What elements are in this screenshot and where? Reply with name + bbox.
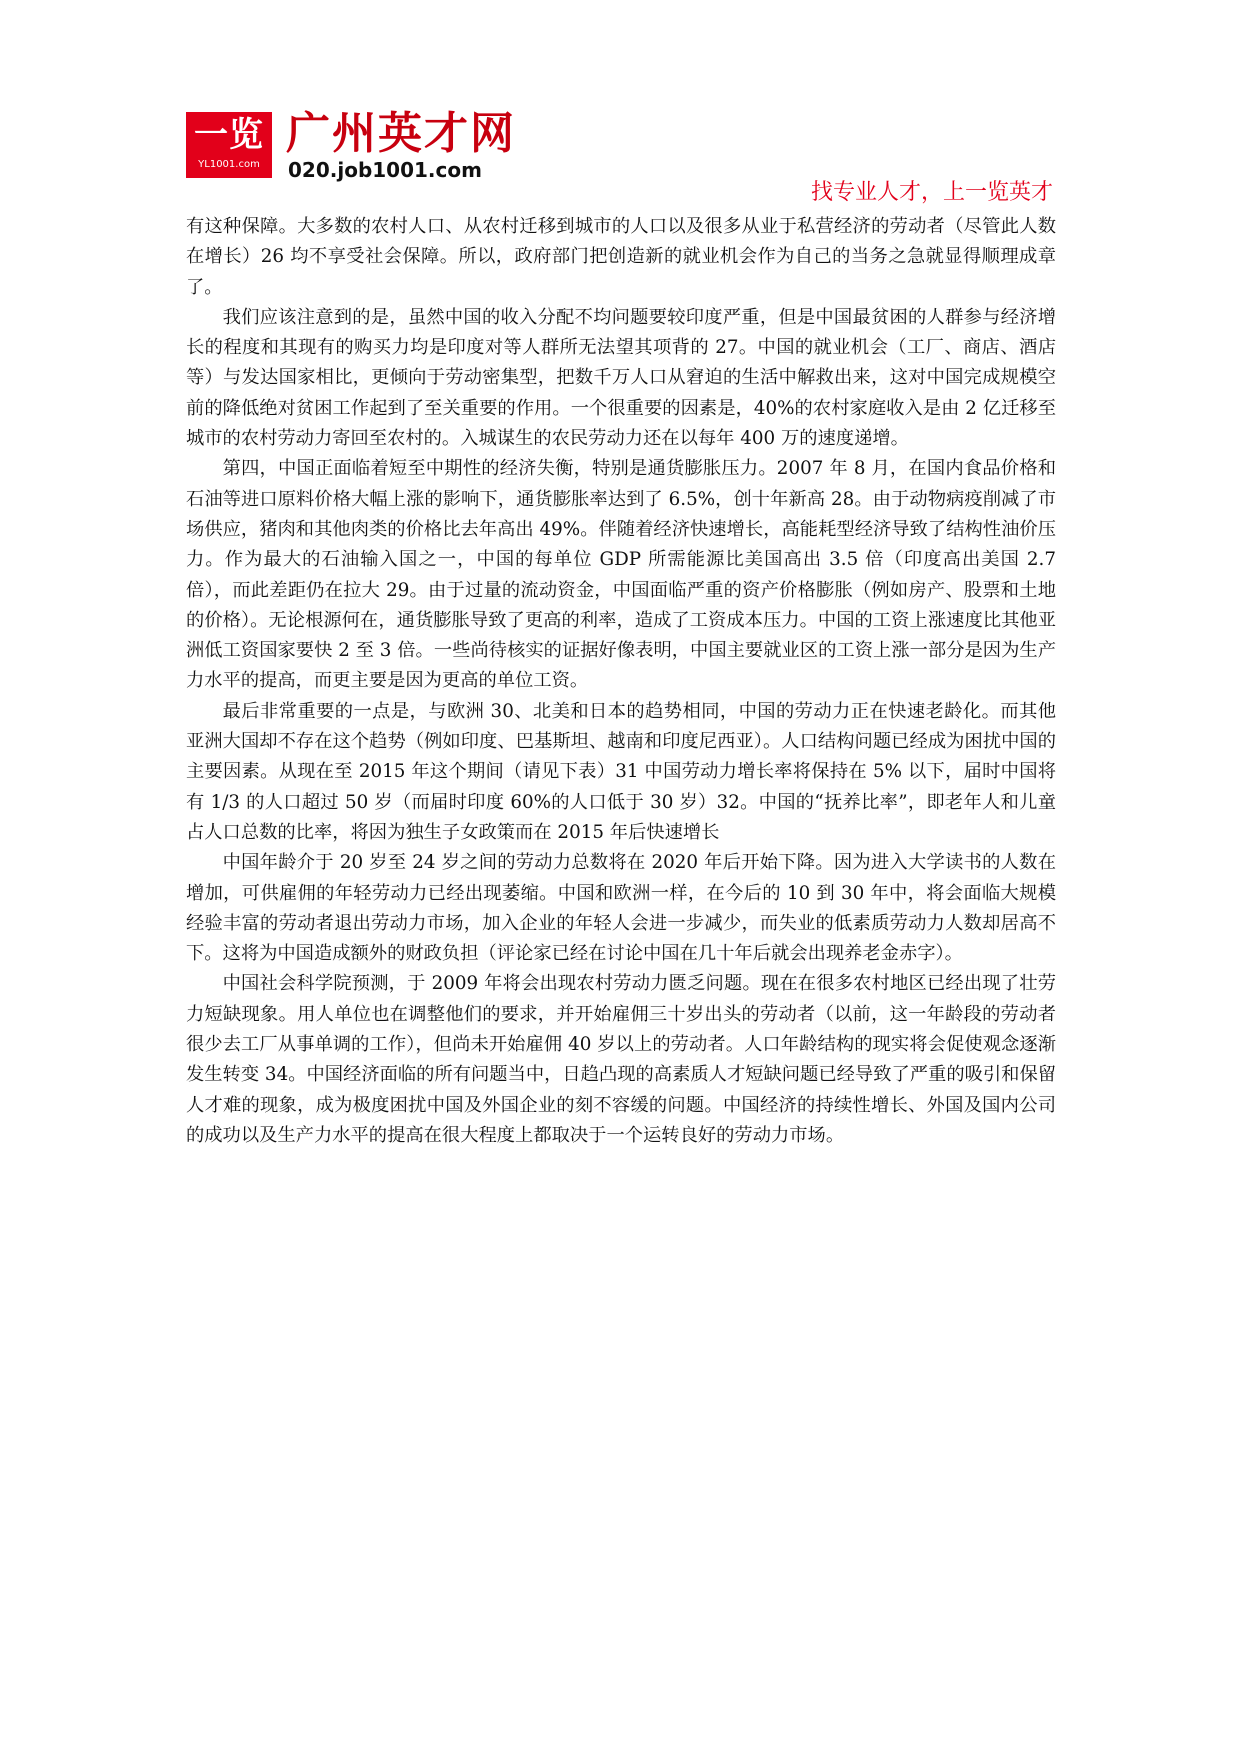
logo-main-text: 一览	[194, 115, 264, 155]
logo-sub-text: YL1001.com	[198, 159, 260, 170]
site-url[interactable]: 020.job1001.com	[288, 158, 482, 182]
paragraph-6: 中国社会科学院预测，于 2009 年将会出现农村劳动力匮乏问题。现在在很多农村地区已经出现了壮劳力短缺现象。用人单位也在调整他们的要求，并开始雇佣三十岁出头的劳动者（以前，这一年龄段的劳动者很少去工厂从事单调的工作），但尚未开始雇佣 40 岁以上的劳动者。人口年龄结构的现实将会促使观念逐渐发生转变 34。中国经济面临的所有问题当中，日趋凸现的高素质人才短缺问题已经导致了严重的吸引和保留人才难的现象，成为极度困扰中国及外国企业的刻不容缓的问题。中国经济的持续性增长、外国及国内公司的成功以及生产力水平的提高在很大程度上都取决于一个运转良好的劳动力市场。	[186, 973, 1057, 1146]
paragraph-5: 中国年龄介于 20 岁至 24 岁之间的劳动力总数将在 2020 年后开始下降。因为进入大学读书的人数在增加，可供雇佣的年轻劳动力已经出现萎缩。中国和欧洲一样，在今后的 10 到 30 年中，将会面临大规模经验丰富的劳动者退出劳动力市场，加入企业的年轻人会进一步减少，而失业的低素质劳动力人数却居高不下。这将为中国造成额外的财政负担（评论家已经在讨论中国在几十年后就会出现养老金赤字）。	[186, 852, 1056, 965]
header-slogan: 找专业人才，上一览英才	[810, 180, 1053, 205]
site-name: 广州英才网	[286, 108, 516, 159]
paragraph-3: 第四，中国正面临着短至中期性的经济失衡，特别是通货膨胀压力。2007 年 8 月，在国内食品价格和石油等进口原料价格大幅上涨的影响下，通货膨胀率达到了 6.5%，创十年新高 28。由于动物病疫削减了市场供应，猪肉和其他肉类的价格比去年高出 49%。伴随着经济快速增长，高能耗型经济导致了结构性油价压力。作为最大的石油输入国之一，中国的每单位 GDP 所需能源比美国高出 3.5 倍（印度高出美国 2.7 倍），而此差距仍在拉大 29。由于过量的流动资金，中国面临严重的资产价格膨胀（例如房产、股票和土地的价格）。无论根源何在，通货膨胀导致了更高的利率，造成了工资成本压力。中国的工资上涨速度比其他亚洲低工资国家要快 2 至 3 倍。一些尚待核实的证据好像表明，中国主要就业区的工资上涨一部分是因为生产力水平的提高，而更主要是因为更高的单位工资。	[186, 458, 1056, 692]
paragraph-2: 我们应该注意到的是，虽然中国的收入分配不均问题要较印度严重，但是中国最贫困的人群参与经济增长的程度和其现有的购买力均是印度对等人群所无法望其项背的 27。中国的就业机会（工厂、商店、酒店等）与发达国家相比，更倾向于劳动密集型，把数千万人口从窘迫的生活中解救出来，这对中国完成规模空前的降低绝对贫困工作起到了至关重要的作用。一个很重要的因素是，40%的农村家庭收入是由 2 亿迁移至城市的农村劳动力寄回至农村的。入城谋生的农民劳动力还在以每年 400 万的速度递增。	[186, 306, 1056, 450]
site-logo[interactable]	[186, 112, 272, 178]
article-body	[186, 212, 1056, 1151]
page-header	[186, 108, 1066, 188]
paragraph-1: 有这种保障。大多数的农村人口、从农村迁移到城市的人口以及很多从业于私营经济的劳动者（尽管此人数在增长）26 均不享受社会保障。所以，政府部门把创造新的就业机会作为自己的当务之急就显得顺理成章了。	[186, 216, 1056, 298]
paragraph-4: 最后非常重要的一点是，与欧洲 30、北美和日本的趋势相同，中国的劳动力正在快速老龄化。而其他亚洲大国却不存在这个趋势（例如印度、巴基斯坦、越南和印度尼西亚）。人口结构问题已经成为困扰中国的主要因素。从现在至 2015 年这个期间（请见下表）31 中国劳动力增长率将保持在 5% 以下，届时中国将有 1/3 的人口超过 50 岁（而届时印度 60%的人口低于 30 岁）32。中国的“抚养比率”，即老年人和儿童占人口总数的比率，将因为独生子女政策而在 2015 年后快速增长	[186, 700, 1056, 843]
